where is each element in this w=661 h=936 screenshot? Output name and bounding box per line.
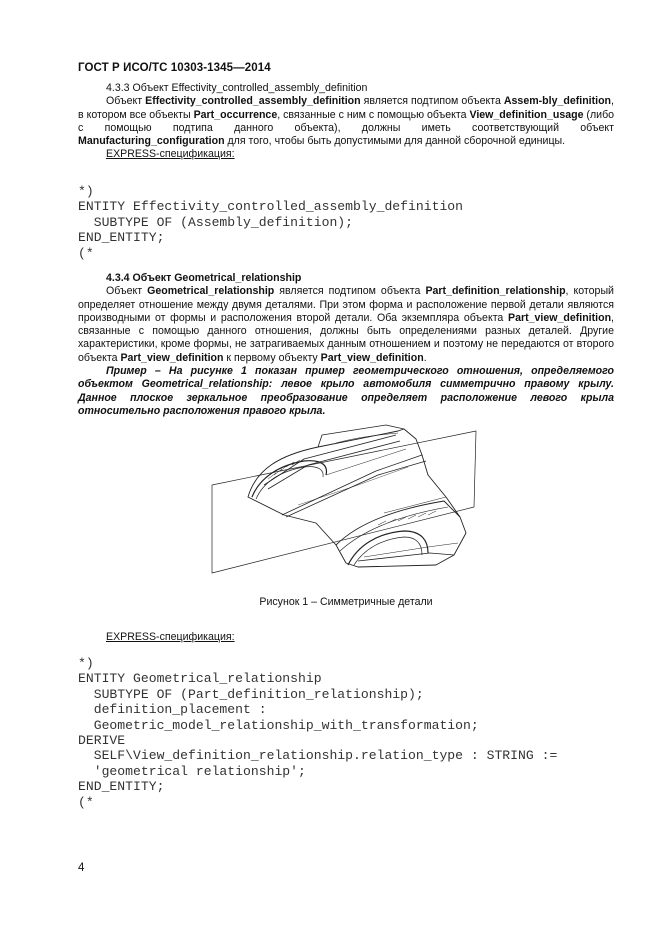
entity-name: Assem-bly_definition: [503, 95, 612, 108]
section-paragraph-4-3-4: Объект Geometrical_relationship является подтипом объекта Part_definition_relationship, который определяет отношение между двумя деталями. При этом форма и расположение первой детали являются производными от формы и расположения второй детали. Оба экземпляра объекта Part_view_definition, связанные с помощью данного отношения, должны быть определениями разных деталей. Другие характеристики, кроме формы, не затрагиваемых данным отношением и поэтому не передаются от второго объекта Part_view_definition к первому объекту Part_view_definition.: [78, 285, 614, 364]
entity-name: Part_definition_relationship: [425, 285, 566, 298]
express-code-block-2: *) ENTITY Geometrical_relationship SUBTYPE OF (Part_definition_relationship); definition_placement : Geometric_model_relationship_with_transformation; DERIVE SELF\View_definition_relationship.relation_type : STRING := 'geometrical relationship'; END_ENTITY; (*: [78, 656, 558, 810]
entity-name: Geometrical_relationship: [147, 285, 275, 298]
entity-name: Manufacturing_configuration: [78, 135, 225, 148]
entity-name: View_definition_usage: [469, 108, 584, 121]
section-4-3-3: [78, 82, 614, 162]
express-spec-label-2-wrap: [78, 631, 614, 644]
page-number: 4: [78, 862, 85, 874]
entity-name: Effectivity_controlled_assembly_definition: [145, 95, 361, 108]
section-paragraph-4-3-3: Объект Effectivity_controlled_assembly_definition является подтипом объекта Assem-bly_definition, в котором все объекты Part_occurrence, связанные с ним с помощью объекта View_definition_usage (либо с помощью подтипа данного объекта), должны иметь соответствующий объект Manufacturing_configuration для того, чтобы быть допустимыми для данной сборочной единицы.: [78, 95, 615, 148]
express-spec-label-2: EXPRESS-спецификация:: [106, 631, 235, 643]
express-code-block-1: *) ENTITY Effectivity_controlled_assembly_definition SUBTYPE OF (Assembly_definition); END_ENTITY; (*: [78, 184, 464, 261]
entity-name: Part_occurrence: [193, 108, 278, 121]
section-4-3-4: [78, 272, 614, 418]
document-header: ГОСТ Р ИСО/ТС 10303-1345—2014: [78, 62, 271, 74]
express-spec-label: EXPRESS-спецификация:: [106, 148, 235, 161]
entity-name: Part_view_definition: [508, 311, 612, 324]
figure-symmetric-parts: [208, 405, 478, 575]
section-heading-4-3-4: 4.3.4 Объект Geometrical_relationship: [106, 272, 302, 284]
example-paragraph: Пример – На рисунке 1 показан пример геометрического отношения, определяемого объектом Geometrical_relationship: левое крыло автомобиля симметрично правому крылу. Данное плоское зеркальное преобразование определяет расположение левого крыла относительно расположения правого крыла.: [78, 365, 614, 417]
entity-name: Part_view_definition: [320, 351, 424, 364]
entity-name: Part_view_definition: [120, 351, 224, 364]
section-heading-4-3-3: 4.3.3 Объект Effectivity_controlled_assembly_definition: [106, 82, 368, 94]
figure-caption: Рисунок 1 – Симметричные детали: [259, 596, 433, 608]
